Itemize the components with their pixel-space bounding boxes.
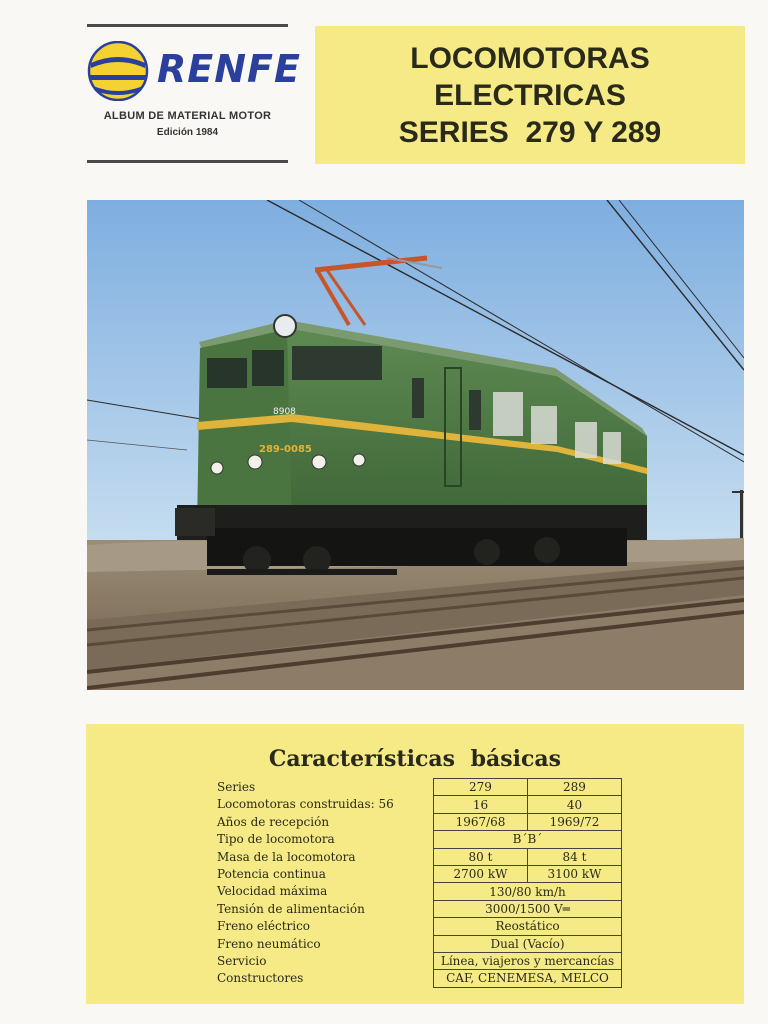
- table-row: [434, 796, 622, 813]
- table-row: [434, 813, 622, 830]
- spec-label: Locomotoras construidas: 56: [217, 797, 394, 812]
- logo-block: [87, 24, 301, 166]
- table-row: [434, 952, 622, 969]
- table-row: [434, 935, 622, 952]
- spec-value-shared: CAF, CENEMESA, MELCO: [434, 970, 622, 987]
- spec-label: Años de recepción: [217, 814, 330, 829]
- specifications-title: Características básicas: [268, 746, 562, 772]
- header-rule-bottom: [87, 160, 288, 163]
- title-line-2: ELECTRICAS: [434, 78, 626, 112]
- brand-wordmark: RENFE: [157, 47, 301, 91]
- spec-label: Freno neumático: [217, 936, 321, 951]
- title-line-1: LOCOMOTORAS: [410, 41, 650, 75]
- spec-table: [433, 778, 622, 988]
- title-box: [315, 26, 745, 164]
- table-row: [434, 883, 622, 900]
- spec-label: Servicio: [217, 953, 267, 968]
- spec-value-279: 279: [434, 779, 528, 796]
- spec-label: Series: [217, 780, 256, 794]
- header-rule-top: [87, 24, 288, 27]
- album-subtitle: ALBUM DE MATERIAL MOTOR: [103, 110, 272, 122]
- spec-label: Constructores: [217, 971, 304, 986]
- spec-label: Potencia continua: [217, 866, 326, 881]
- table-row: [434, 865, 622, 882]
- table-row: [434, 848, 622, 865]
- spec-label: Freno eléctrico: [217, 919, 311, 934]
- spec-value-289: 289: [527, 779, 621, 796]
- locomotive-illustration: [87, 200, 744, 690]
- spec-label: Masa de la locomotora: [217, 849, 356, 864]
- table-row: [434, 918, 622, 935]
- table-row: [434, 900, 622, 917]
- spec-value-289: 84 t: [527, 848, 621, 865]
- specifications-panel: [86, 724, 744, 1004]
- table-row: [434, 831, 622, 848]
- table-row: [434, 970, 622, 987]
- spec-value-shared: Línea, viajeros y mercancías: [434, 952, 622, 969]
- edition-label: Edición 1984: [156, 127, 219, 138]
- table-row: [434, 779, 622, 796]
- spec-value-279: 1967/68: [434, 813, 528, 830]
- spec-value-shared: B´B´: [434, 831, 622, 848]
- spec-label: Velocidad máxima: [217, 884, 328, 899]
- spec-value-shared: 130/80 km/h: [434, 883, 622, 900]
- loco-number-upper: 8908: [273, 407, 296, 417]
- spec-labels: [217, 779, 394, 988]
- spec-value-shared: Dual (Vacío): [434, 935, 622, 952]
- spec-value-shared: 3000/1500 V═: [434, 900, 622, 917]
- locomotive-photo: [87, 200, 744, 690]
- spec-value-289: 1969/72: [527, 813, 621, 830]
- loco-number-lower: 289-0085: [259, 444, 312, 455]
- spec-value-289: 40: [527, 796, 621, 813]
- spec-label: Tipo de locomotora: [217, 832, 335, 847]
- spec-value-shared: Reostático: [434, 918, 622, 935]
- title-line-3: SERIES 279 Y 289: [398, 115, 662, 149]
- spec-value-279: 80 t: [434, 848, 528, 865]
- spec-value-279: 16: [434, 796, 528, 813]
- renfe-logo-icon: [87, 41, 149, 101]
- spec-value-279: 2700 kW: [434, 865, 528, 882]
- spec-value-289: 3100 kW: [527, 865, 621, 882]
- spec-label: Tensión de alimentación: [217, 901, 365, 916]
